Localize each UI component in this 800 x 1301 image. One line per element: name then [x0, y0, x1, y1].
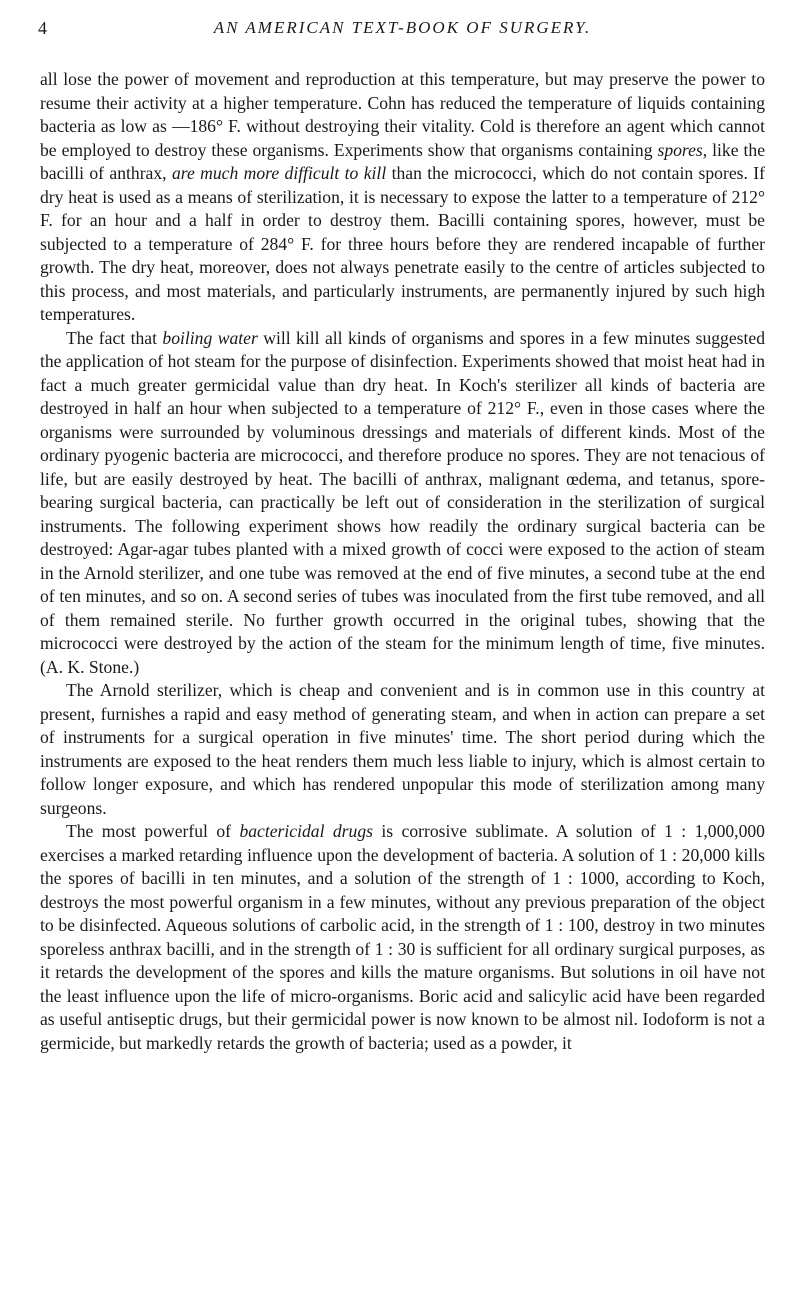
body-text — [40, 68, 765, 1055]
text-segment: will kill all kinds of organisms and spores in a few minutes suggested the application of hot steam for the purpose of disinfection. Experiments showed that moist heat had in fact a much greater germicidal value than dry heat. In Koch's sterilizer all kinds of bacteria are destroyed in half an hour when subjected to a temperature of 212° F., even in those cases where the organisms were surrounded by voluminous dressings and materials of different kinds. Most of the ordinary pyogenic bacteria are micrococci, and therefore produce no spores. They are not tenacious of life, but are easily destroyed by heat. The bacilli of anthrax, malignant œdema, and tetanus, spore-bearing surgical bacteria, can practically be left out of consideration in the sterilization of surgical instruments. The following experiment shows how readily the ordinary surgical bacteria can be destroyed: Agar-agar tubes planted with a mixed growth of cocci were exposed to the action of steam in the Arnold sterilizer, and one tube was removed at the end of five minutes, a second tube at the end of ten minutes, and so on. A second series of tubes was inoculated from the first tube removed, and all of them remained sterile. No further growth occurred in the original tubes, showing that the micrococci were destroyed by the action of the steam for the minimum length of time, five minutes. (A. K. Stone.) — [40, 327, 766, 677]
text-segment: The most powerful of — [66, 821, 240, 841]
paragraph-cold-and-dry-heat — [40, 68, 765, 327]
text-segment: , like the bacilli of anthrax, — [40, 139, 766, 183]
text-segment: The Arnold sterilizer, which is cheap and convenient and is in common use in this country at present, furnishes a rapid and easy method of generating steam, and when in action can prepare a set of instruments for a surgical operation in five minutes' time. The short period during which the instruments are exposed to the heat renders them much less liable to injury, which is almost certain to follow longer exposure, and which has rendered unpopular this mode of sterilization among many surgeons. — [40, 680, 765, 818]
running-head — [40, 14, 765, 58]
italic-phrase-more-difficult: are much more difficult to kill — [171, 163, 387, 183]
text-segment: The fact that — [66, 327, 163, 348]
book-page — [40, 14, 765, 1055]
paragraph-arnold-sterilizer — [40, 679, 765, 820]
italic-term-bactericidal-drugs: bactericidal drugs — [239, 821, 373, 841]
paragraph-boiling-water — [40, 327, 765, 680]
italic-term-boiling-water: boiling water — [162, 327, 258, 348]
text-segment: is corrosive sublimate. A solution of 1 : 1,000,000 exercises a marked retarding influence upon the development of bacteria. A solution of 1 : 20,000 kills the spores of bacilli in ten minutes, and a solution of the strength of 1 : 1000, according to Koch, destroys the most powerful organism in a few minutes, without any previous preparation of the object to be disinfected. Aqueous solutions of carbolic acid, in the strength of 1 : 100, destroy in two minutes sporeless anthrax bacilli, and in the strength of 1 : 30 is sufficient for all ordinary surgical purposes, as it retards the development of the spores and kills the mature organisms. But solutions in oil have not the least influence upon the life of micro-organisms. Boric acid and salicylic acid have been regarded as useful antiseptic drugs, but their germicidal power is now known to be almost nil. Iodoform is not a germicide, but markedly retards the growth of bacteria; used as a powder, it — [40, 821, 765, 1053]
italic-term-spores: spores — [657, 139, 703, 160]
paragraph-bactericidal-drugs — [40, 820, 765, 1055]
running-title: AN AMERICAN TEXT-BOOK OF SURGERY. — [213, 18, 592, 37]
text-segment: than the micrococci, which do not contain spores. If dry heat is used as a means of sterilization, it is necessary to expose the latter to a temperature of 212° F. for an hour and a half in order to destroy them. Bacilli containing spores, however, must be subjected to a temperature of 284° F. for three hours before they are rendered incapable of further growth. The dry heat, moreover, does not always penetrate easily to the centre of articles subjected to this process, and most materials, and particularly instruments, are permanently injured by such high temperatures. — [40, 163, 765, 324]
page-number: 4 — [38, 18, 47, 38]
text-segment: all lose the power of movement and reproduction at this temperature, but may preserve the power to resume their activity at a higher temperature. Cohn has reduced the temperature of liquids containing bacteria as low as —186° F. without destroying their vitality. Cold is therefore an agent which cannot be employed to destroy these organisms. Experiments show that organisms containing — [40, 69, 765, 160]
